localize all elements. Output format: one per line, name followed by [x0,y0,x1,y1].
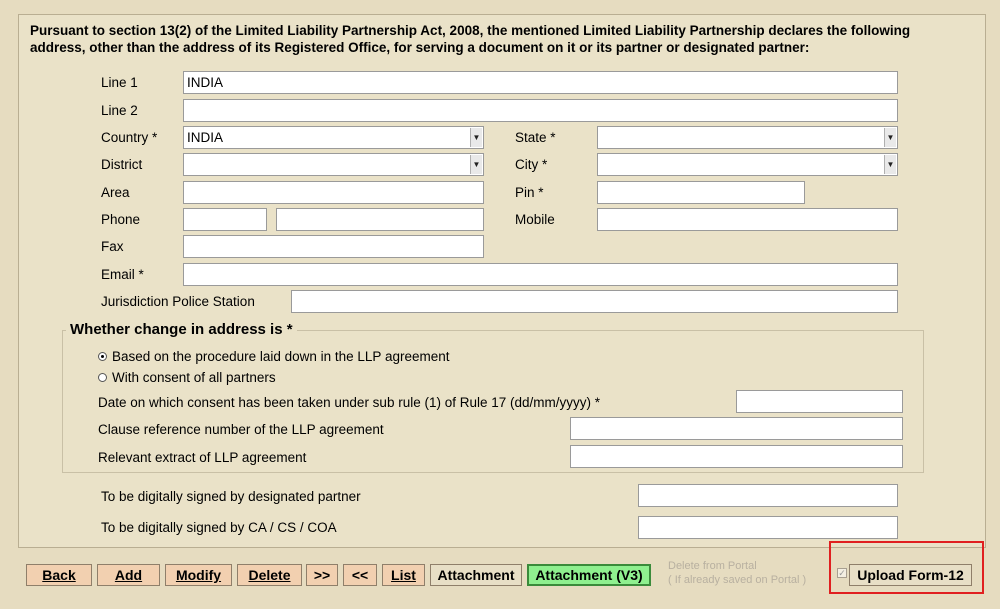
chevron-down-icon[interactable]: ▼ [884,128,896,147]
phone-code-input[interactable] [183,208,267,231]
ca-sign-input[interactable] [638,516,898,539]
intro-text: Pursuant to section 13(2) of the Limited Liability Partnership Act, 2008, the mentioned Limited Liability Partnership declares the following address, other than the address of its Registered Office, for serving a document on it or its partner or designated partner: [30,23,911,55]
state-select[interactable] [597,126,898,149]
country-value: INDIA [187,130,224,145]
line2-input[interactable] [183,99,898,122]
clause-reference-input[interactable] [570,417,903,440]
country-select[interactable] [183,126,484,149]
change-address-title: Whether change in address is * [66,321,297,338]
back-button[interactable]: Back [26,564,92,586]
clause-reference-label: Clause reference number of the LLP agreement [98,422,384,437]
pin-label: Pin * [515,185,544,200]
city-select[interactable] [597,153,898,176]
modify-button[interactable]: Modify [165,564,232,586]
phone-label: Phone [101,212,141,227]
country-label: Country * [101,130,158,145]
fax-input[interactable] [183,235,484,258]
relevant-extract-label: Relevant extract of LLP agreement [98,450,307,465]
line1-input[interactable]: INDIA [183,71,898,94]
line2-label: Line 2 [101,103,138,118]
police-station-input[interactable] [291,290,898,313]
phone-number-input[interactable] [276,208,484,231]
mobile-label: Mobile [515,212,555,227]
radio-consent-partners[interactable] [98,373,107,382]
area-label: Area [101,185,130,200]
consent-date-label: Date on which consent has been taken under sub rule (1) of Rule 17 (dd/mm/yyyy) * [98,395,601,410]
relevant-extract-input[interactable] [570,445,903,468]
consent-date-input[interactable] [736,390,903,413]
mobile-input[interactable] [597,208,898,231]
delete-from-portal-button[interactable] [668,559,806,587]
city-label: City * [515,157,548,172]
designated-partner-sign-input[interactable] [638,484,898,507]
prev-button[interactable]: << [343,564,377,586]
upload-form-button[interactable]: Upload Form-12 [849,564,972,586]
delete-from-portal-label: Delete from Portal [668,560,757,572]
police-station-label: Jurisdiction Police Station [101,294,255,309]
fax-label: Fax [101,239,124,254]
line1-label: Line 1 [101,75,138,90]
delete-from-portal-note: ( If already saved on Portal ) [668,574,807,586]
designated-partner-sign-label: To be digitally signed by designated partner [101,489,361,504]
radio-llp-agreement[interactable] [98,352,107,361]
attachment-button[interactable]: Attachment [430,564,522,586]
option-consent-partners-label[interactable]: With consent of all partners [112,370,276,385]
delete-button[interactable]: Delete [237,564,302,586]
ca-sign-label: To be digitally signed by CA / CS / COA [101,520,337,535]
chevron-down-icon[interactable]: ▼ [470,128,482,147]
state-label: State * [515,130,556,145]
area-input[interactable] [183,181,484,204]
upload-checkbox[interactable]: ✓ [838,568,846,578]
list-button[interactable]: List [382,564,425,586]
option-llp-agreement-label[interactable]: Based on the procedure laid down in the LLP agreement [112,349,450,364]
attachment-v3-button[interactable]: Attachment (V3) [527,564,651,586]
add-button[interactable]: Add [97,564,160,586]
email-input[interactable] [183,263,898,286]
district-label: District [101,157,143,172]
next-button[interactable]: >> [306,564,338,586]
chevron-down-icon[interactable]: ▼ [884,155,896,174]
pin-input[interactable] [597,181,805,204]
district-select[interactable] [183,153,484,176]
email-label: Email * [101,267,144,282]
chevron-down-icon[interactable]: ▼ [470,155,482,174]
